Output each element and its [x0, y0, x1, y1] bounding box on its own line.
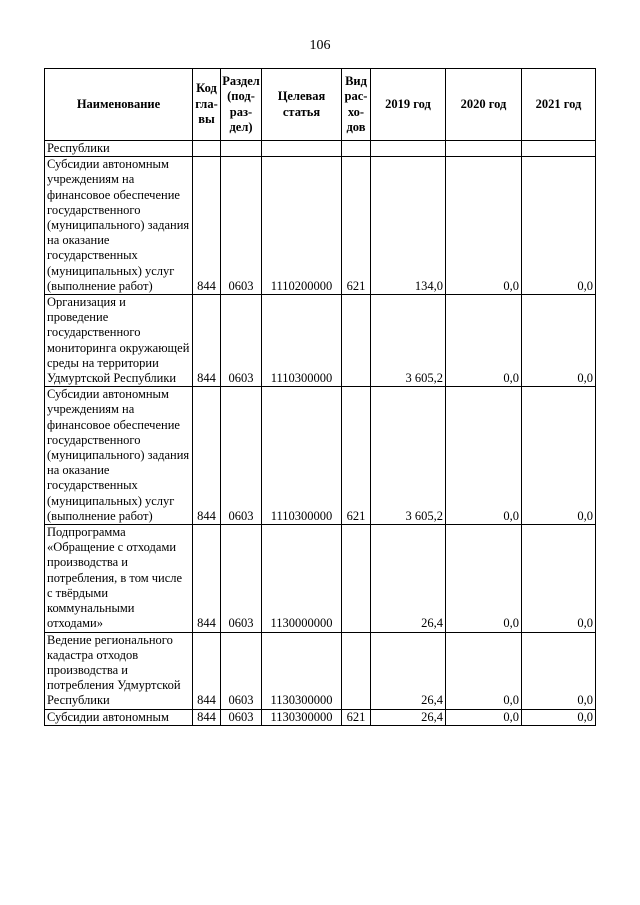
cell-target: 1110200000 [262, 157, 342, 295]
cell-type: 621 [342, 157, 371, 295]
cell-target: 1130300000 [262, 632, 342, 709]
cell-code: 844 [193, 632, 221, 709]
table-row [45, 709, 596, 725]
cell-y2021 [522, 141, 596, 157]
table-row [45, 525, 596, 632]
cell-section [221, 141, 262, 157]
cell-y2020 [446, 141, 522, 157]
cell-name: Республики [45, 141, 193, 157]
cell-y2019: 26,4 [371, 709, 446, 725]
header-2021: 2021 год [522, 69, 596, 141]
cell-type [342, 295, 371, 387]
cell-name: Подпрограмма «Обращение с отходами производства и потребления, в том числе с твёрдыми коммунальными отходами» [45, 525, 193, 632]
cell-section: 0603 [221, 295, 262, 387]
cell-y2019: 26,4 [371, 632, 446, 709]
cell-code: 844 [193, 387, 221, 525]
cell-code: 844 [193, 525, 221, 632]
header-section: Раздел (под- раз- дел) [221, 69, 262, 141]
cell-y2021: 0,0 [522, 387, 596, 525]
table-row [45, 632, 596, 709]
cell-type [342, 632, 371, 709]
table-body [45, 141, 596, 726]
cell-section: 0603 [221, 387, 262, 525]
header-2020: 2020 год [446, 69, 522, 141]
table-row [45, 157, 596, 295]
cell-section: 0603 [221, 709, 262, 725]
table-row [45, 387, 596, 525]
cell-name: Субсидии автономным учреждениям на финансовое обеспечение государственного (муниципального) задания на оказание государственных (муниципальных) услуг (выполнение работ) [45, 387, 193, 525]
cell-y2020: 0,0 [446, 157, 522, 295]
cell-y2020: 0,0 [446, 709, 522, 725]
cell-y2019 [371, 141, 446, 157]
cell-target [262, 141, 342, 157]
header-target: Целевая статья [262, 69, 342, 141]
cell-y2019: 3 605,2 [371, 295, 446, 387]
cell-y2019: 3 605,2 [371, 387, 446, 525]
budget-table [44, 68, 596, 726]
table-row [45, 141, 596, 157]
header-2019: 2019 год [371, 69, 446, 141]
cell-y2021: 0,0 [522, 157, 596, 295]
cell-code: 844 [193, 709, 221, 725]
cell-y2020: 0,0 [446, 387, 522, 525]
cell-code: 844 [193, 157, 221, 295]
cell-type [342, 141, 371, 157]
header-row [45, 69, 596, 141]
cell-y2019: 134,0 [371, 157, 446, 295]
header-code: Код гла- вы [193, 69, 221, 141]
cell-y2021: 0,0 [522, 709, 596, 725]
cell-section: 0603 [221, 157, 262, 295]
header-name: Наименование [45, 69, 193, 141]
cell-section: 0603 [221, 632, 262, 709]
cell-code: 844 [193, 295, 221, 387]
cell-code [193, 141, 221, 157]
cell-target: 1110300000 [262, 387, 342, 525]
cell-y2021: 0,0 [522, 632, 596, 709]
cell-section: 0603 [221, 525, 262, 632]
header-type: Вид рас- хо- дов [342, 69, 371, 141]
cell-name: Субсидии автономным учреждениям на финансовое обеспечение государственного (муниципального) задания на оказание государственных (муниципальных) услуг (выполнение работ) [45, 157, 193, 295]
cell-type [342, 525, 371, 632]
cell-type: 621 [342, 387, 371, 525]
cell-name: Организация и проведение государственного мониторинга окружающей среды на территории Удмуртской Республики [45, 295, 193, 387]
cell-y2020: 0,0 [446, 295, 522, 387]
cell-type: 621 [342, 709, 371, 725]
cell-target: 1130000000 [262, 525, 342, 632]
cell-name: Ведение регионального кадастра отходов производства и потребления Удмуртской Республики [45, 632, 193, 709]
table-row [45, 295, 596, 387]
cell-y2020: 0,0 [446, 525, 522, 632]
cell-target: 1110300000 [262, 295, 342, 387]
page-number: 106 [309, 38, 331, 53]
cell-y2021: 0,0 [522, 525, 596, 632]
cell-target: 1130300000 [262, 709, 342, 725]
cell-name: Субсидии автономным [45, 709, 193, 725]
cell-y2020: 0,0 [446, 632, 522, 709]
cell-y2019: 26,4 [371, 525, 446, 632]
cell-y2021: 0,0 [522, 295, 596, 387]
